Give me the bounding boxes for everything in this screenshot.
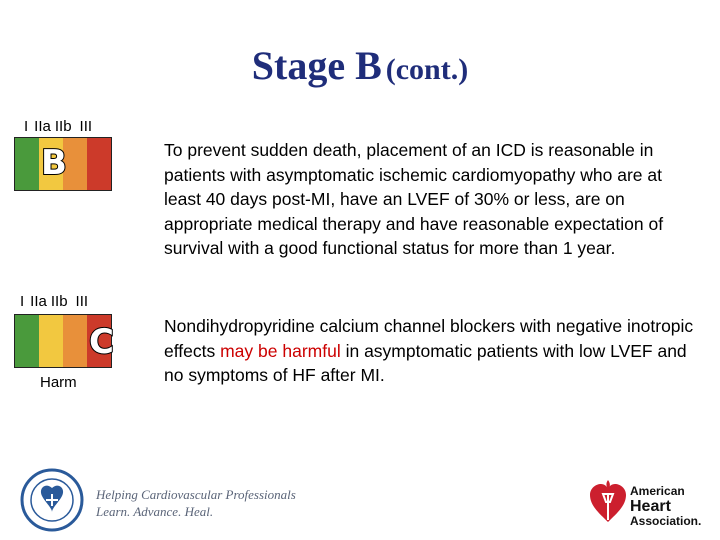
slide-title [0, 42, 720, 89]
class-i-bar [15, 315, 39, 367]
aha-heart-torch-icon [588, 476, 628, 528]
class-labels-1 [24, 118, 92, 135]
class-label-i: I [24, 118, 29, 135]
class-label-iia: IIa [30, 293, 47, 310]
evidence-level-letter: B [41, 143, 67, 183]
class-label-iia: IIa [34, 118, 51, 135]
recommendation-2-text [164, 314, 694, 388]
class-label-i: I [20, 293, 25, 310]
tagline-line-1: Helping Cardiovascular Professionals [96, 487, 296, 502]
acc-seal-logo [20, 468, 84, 532]
class-label-iib: IIb [50, 293, 68, 310]
recommendation-2-text-after: in asymptomatic patients with low LVEF and no symptoms of HF after MI. [164, 340, 687, 385]
aha-wordmark [630, 484, 701, 529]
class-label-iii: III [79, 118, 93, 135]
acc-tagline [96, 486, 296, 520]
class-iii-bar [87, 138, 111, 190]
class-i-bar [15, 138, 39, 190]
recommendation-1-text: To prevent sudden death, placement of an ICD is reasonable in patients with asymptomatic ischemic cardiomyopathy who are at least 40 days post-MI, have an LVEF of 30% or less, are on appropriate medical therapy and have reasonable expectation of survival with a good functional status for more than 1 year. [164, 140, 664, 258]
recommendation-2-harmful-phrase: may be harmful [220, 340, 341, 361]
title-sub: (cont.) [385, 53, 469, 86]
class-iib-bar [63, 315, 87, 367]
evidence-level-letter: C [89, 322, 114, 362]
recommendation-2-text-before: Nondihydropyridine calcium channel blockers with negative inotropic effects [164, 316, 694, 361]
class-label-iii: III [75, 293, 89, 310]
aha-line-2: Heart [630, 498, 671, 515]
class-level-box-c [14, 314, 112, 368]
aha-line-3: Association. [630, 514, 702, 528]
aha-line-1: American [630, 484, 685, 498]
class-iia-bar [39, 315, 63, 367]
harm-label: Harm [40, 374, 77, 391]
class-label-iib: IIb [54, 118, 72, 135]
class-labels-2 [20, 293, 88, 310]
title-main: Stage B [251, 43, 382, 88]
tagline-line-2: Learn. Advance. Heal. [96, 504, 214, 519]
class-level-box-b [14, 137, 112, 191]
